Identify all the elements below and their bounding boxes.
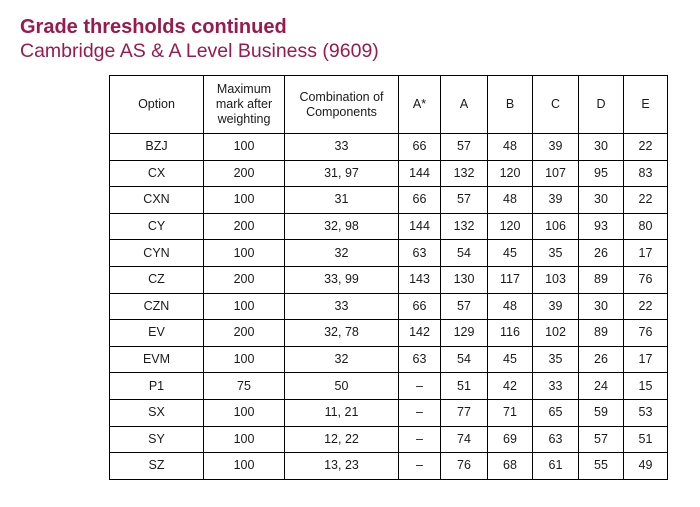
cell-option: CZN bbox=[110, 293, 204, 320]
cell-option: CY bbox=[110, 213, 204, 240]
cell-grade-d: 57 bbox=[579, 426, 624, 453]
cell-grade-e: 15 bbox=[624, 373, 668, 400]
cell-grade-a-star: 144 bbox=[399, 160, 441, 187]
cell-combination: 32 bbox=[285, 240, 399, 267]
cell-grade-c: 35 bbox=[533, 240, 579, 267]
page-subtitle: Cambridge AS & A Level Business (9609) bbox=[20, 40, 379, 62]
cell-grade-e: 17 bbox=[624, 346, 668, 373]
header-grade-a-star: A* bbox=[399, 76, 441, 134]
cell-grade-a-star: 144 bbox=[399, 213, 441, 240]
cell-grade-a-star: – bbox=[399, 399, 441, 426]
cell-option: P1 bbox=[110, 373, 204, 400]
cell-maximum-mark: 100 bbox=[204, 293, 285, 320]
cell-combination: 13, 23 bbox=[285, 453, 399, 480]
table-row bbox=[110, 187, 668, 214]
cell-grade-b: 120 bbox=[488, 213, 533, 240]
table-row bbox=[110, 293, 668, 320]
cell-grade-c: 33 bbox=[533, 373, 579, 400]
cell-grade-e: 51 bbox=[624, 426, 668, 453]
cell-option: EVM bbox=[110, 346, 204, 373]
cell-grade-a-star: 66 bbox=[399, 187, 441, 214]
cell-grade-d: 59 bbox=[579, 399, 624, 426]
cell-grade-b: 117 bbox=[488, 266, 533, 293]
cell-grade-a-star: – bbox=[399, 453, 441, 480]
cell-grade-d: 30 bbox=[579, 293, 624, 320]
table-row bbox=[110, 213, 668, 240]
cell-option: EV bbox=[110, 320, 204, 347]
cell-grade-c: 35 bbox=[533, 346, 579, 373]
cell-grade-a-star: 66 bbox=[399, 134, 441, 161]
cell-grade-b: 48 bbox=[488, 293, 533, 320]
cell-grade-d: 55 bbox=[579, 453, 624, 480]
cell-grade-c: 39 bbox=[533, 134, 579, 161]
cell-option: CXN bbox=[110, 187, 204, 214]
header-grade-e: E bbox=[624, 76, 668, 134]
cell-grade-e: 53 bbox=[624, 399, 668, 426]
cell-grade-a-star: 63 bbox=[399, 346, 441, 373]
cell-combination: 31, 97 bbox=[285, 160, 399, 187]
table-row bbox=[110, 346, 668, 373]
cell-grade-d: 30 bbox=[579, 134, 624, 161]
cell-grade-a: 51 bbox=[441, 373, 488, 400]
cell-grade-a: 129 bbox=[441, 320, 488, 347]
cell-grade-d: 93 bbox=[579, 213, 624, 240]
cell-grade-e: 22 bbox=[624, 187, 668, 214]
table-row bbox=[110, 373, 668, 400]
cell-maximum-mark: 200 bbox=[204, 160, 285, 187]
cell-option: SY bbox=[110, 426, 204, 453]
cell-combination: 31 bbox=[285, 187, 399, 214]
cell-grade-a: 74 bbox=[441, 426, 488, 453]
cell-maximum-mark: 100 bbox=[204, 453, 285, 480]
cell-maximum-mark: 100 bbox=[204, 187, 285, 214]
cell-grade-a: 57 bbox=[441, 293, 488, 320]
cell-maximum-mark: 75 bbox=[204, 373, 285, 400]
cell-grade-b: 120 bbox=[488, 160, 533, 187]
cell-grade-e: 83 bbox=[624, 160, 668, 187]
cell-maximum-mark: 100 bbox=[204, 240, 285, 267]
page-title: Grade thresholds continued bbox=[20, 16, 287, 38]
cell-option: CYN bbox=[110, 240, 204, 267]
grade-thresholds-table bbox=[109, 75, 668, 480]
cell-grade-b: 116 bbox=[488, 320, 533, 347]
header-grade-c: C bbox=[533, 76, 579, 134]
cell-grade-b: 71 bbox=[488, 399, 533, 426]
header-maximum-mark: Maximum mark after weighting bbox=[204, 76, 285, 134]
table-row bbox=[110, 399, 668, 426]
cell-grade-a: 57 bbox=[441, 187, 488, 214]
cell-grade-d: 26 bbox=[579, 240, 624, 267]
cell-grade-b: 42 bbox=[488, 373, 533, 400]
cell-grade-e: 17 bbox=[624, 240, 668, 267]
header-option: Option bbox=[110, 76, 204, 134]
cell-grade-c: 61 bbox=[533, 453, 579, 480]
cell-grade-e: 22 bbox=[624, 134, 668, 161]
cell-grade-e: 22 bbox=[624, 293, 668, 320]
cell-option: CZ bbox=[110, 266, 204, 293]
table-header-row bbox=[110, 76, 668, 134]
cell-grade-d: 24 bbox=[579, 373, 624, 400]
cell-grade-b: 45 bbox=[488, 240, 533, 267]
cell-combination: 32 bbox=[285, 346, 399, 373]
cell-maximum-mark: 100 bbox=[204, 134, 285, 161]
cell-grade-e: 76 bbox=[624, 266, 668, 293]
cell-grade-a: 77 bbox=[441, 399, 488, 426]
cell-grade-c: 107 bbox=[533, 160, 579, 187]
cell-combination: 12, 22 bbox=[285, 426, 399, 453]
header-grade-b: B bbox=[488, 76, 533, 134]
cell-maximum-mark: 100 bbox=[204, 346, 285, 373]
table-row bbox=[110, 240, 668, 267]
cell-grade-a: 57 bbox=[441, 134, 488, 161]
cell-combination: 50 bbox=[285, 373, 399, 400]
cell-option: SX bbox=[110, 399, 204, 426]
cell-combination: 33, 99 bbox=[285, 266, 399, 293]
cell-grade-d: 26 bbox=[579, 346, 624, 373]
cell-option: SZ bbox=[110, 453, 204, 480]
table-row bbox=[110, 453, 668, 480]
cell-combination: 33 bbox=[285, 134, 399, 161]
cell-grade-a-star: – bbox=[399, 426, 441, 453]
cell-grade-c: 39 bbox=[533, 293, 579, 320]
cell-grade-a-star: 142 bbox=[399, 320, 441, 347]
cell-combination: 32, 78 bbox=[285, 320, 399, 347]
cell-grade-a: 132 bbox=[441, 213, 488, 240]
cell-grade-c: 103 bbox=[533, 266, 579, 293]
table-row bbox=[110, 320, 668, 347]
table-row bbox=[110, 134, 668, 161]
header-grade-d: D bbox=[579, 76, 624, 134]
cell-grade-b: 48 bbox=[488, 187, 533, 214]
cell-grade-a-star: 63 bbox=[399, 240, 441, 267]
cell-grade-c: 102 bbox=[533, 320, 579, 347]
cell-grade-d: 95 bbox=[579, 160, 624, 187]
cell-grade-a: 76 bbox=[441, 453, 488, 480]
cell-grade-b: 48 bbox=[488, 134, 533, 161]
cell-grade-e: 49 bbox=[624, 453, 668, 480]
cell-grade-e: 76 bbox=[624, 320, 668, 347]
cell-grade-a-star: 66 bbox=[399, 293, 441, 320]
cell-grade-a: 54 bbox=[441, 240, 488, 267]
cell-grade-c: 63 bbox=[533, 426, 579, 453]
cell-grade-b: 68 bbox=[488, 453, 533, 480]
cell-grade-c: 65 bbox=[533, 399, 579, 426]
header-grade-a: A bbox=[441, 76, 488, 134]
cell-grade-d: 89 bbox=[579, 266, 624, 293]
cell-maximum-mark: 100 bbox=[204, 399, 285, 426]
cell-grade-b: 45 bbox=[488, 346, 533, 373]
cell-grade-c: 39 bbox=[533, 187, 579, 214]
cell-grade-d: 30 bbox=[579, 187, 624, 214]
header-combination: Combination of Components bbox=[285, 76, 399, 134]
cell-grade-e: 80 bbox=[624, 213, 668, 240]
table-row bbox=[110, 426, 668, 453]
table-row bbox=[110, 160, 668, 187]
cell-grade-a-star: 143 bbox=[399, 266, 441, 293]
cell-maximum-mark: 100 bbox=[204, 426, 285, 453]
cell-grade-c: 106 bbox=[533, 213, 579, 240]
cell-grade-a: 130 bbox=[441, 266, 488, 293]
cell-option: BZJ bbox=[110, 134, 204, 161]
cell-combination: 11, 21 bbox=[285, 399, 399, 426]
cell-maximum-mark: 200 bbox=[204, 320, 285, 347]
cell-grade-a-star: – bbox=[399, 373, 441, 400]
cell-grade-d: 89 bbox=[579, 320, 624, 347]
cell-maximum-mark: 200 bbox=[204, 266, 285, 293]
table-row bbox=[110, 266, 668, 293]
cell-grade-a: 54 bbox=[441, 346, 488, 373]
cell-maximum-mark: 200 bbox=[204, 213, 285, 240]
cell-combination: 33 bbox=[285, 293, 399, 320]
cell-grade-b: 69 bbox=[488, 426, 533, 453]
table-body bbox=[110, 134, 668, 480]
cell-combination: 32, 98 bbox=[285, 213, 399, 240]
cell-option: CX bbox=[110, 160, 204, 187]
cell-grade-a: 132 bbox=[441, 160, 488, 187]
